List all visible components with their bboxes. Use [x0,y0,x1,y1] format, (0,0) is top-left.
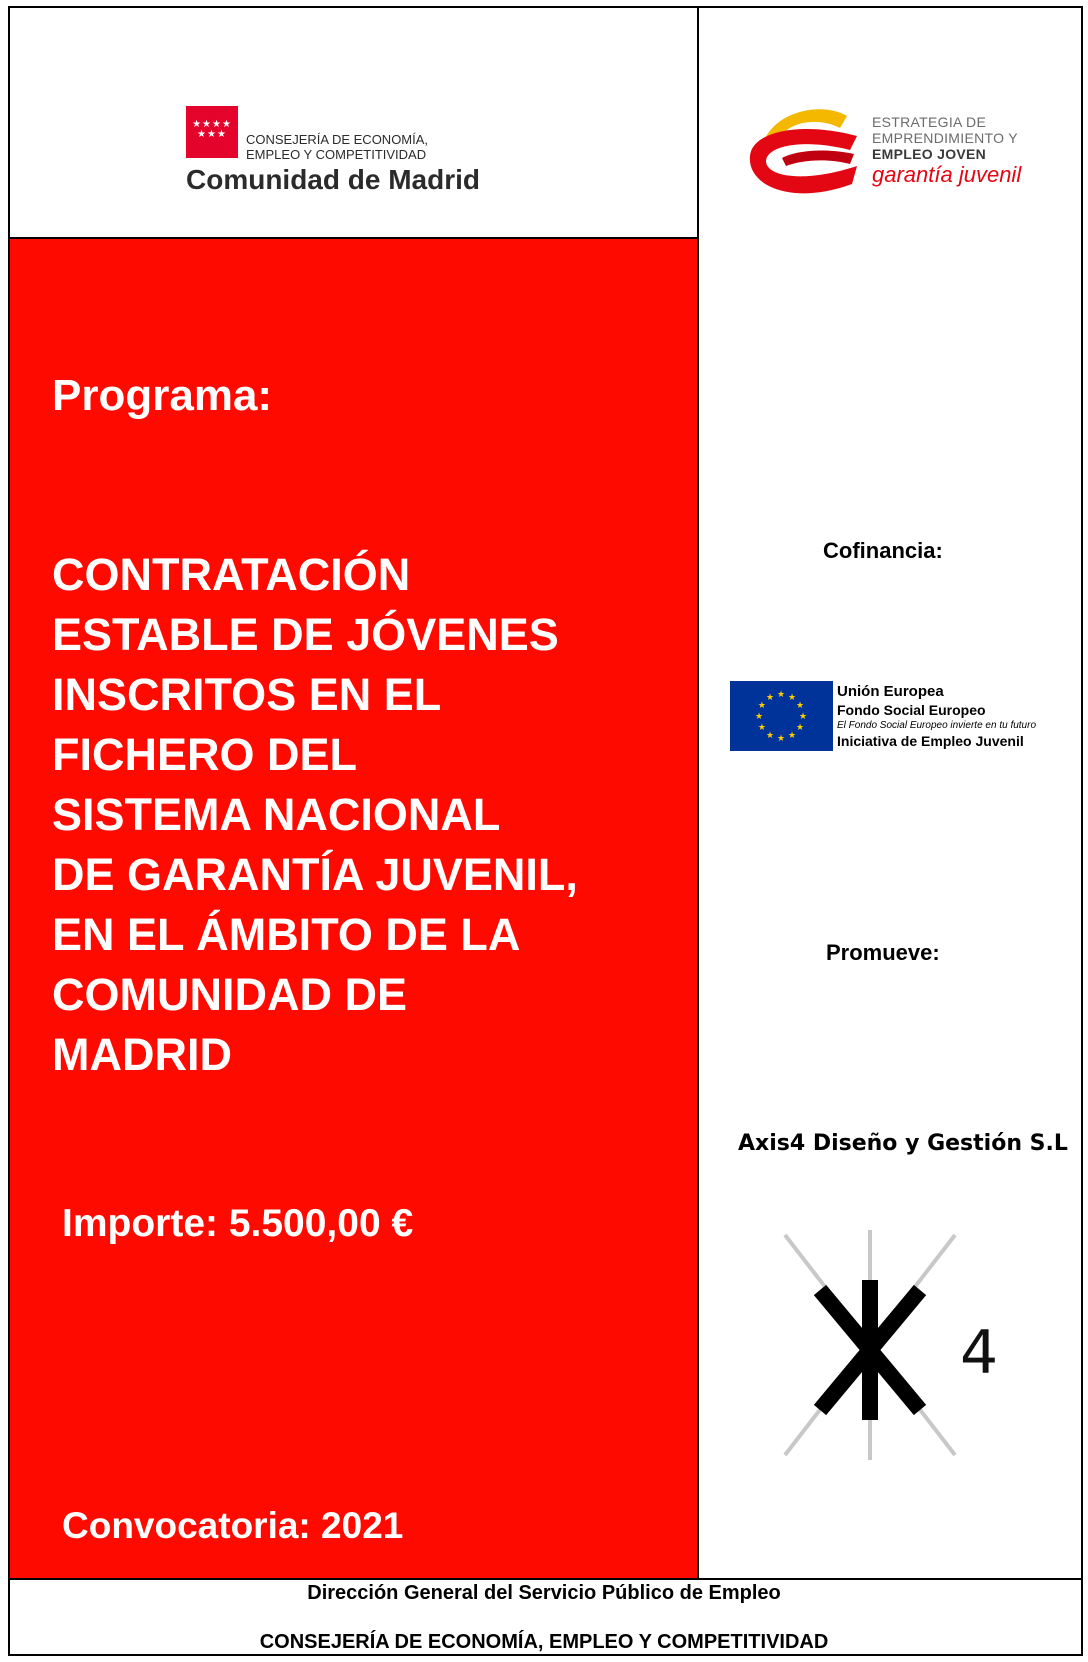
program-title-line: EN EL ÁMBITO DE LA [52,909,521,960]
eu-line1: Unión Europea [837,683,944,700]
eu-star-icon: ★ [765,730,775,741]
program-call: Convocatoria: 2021 [62,1505,404,1546]
eu-text [837,682,1036,750]
program-title-line: ESTABLE DE JÓVENES [52,609,559,660]
cofinancia-label: Cofinancia: [823,538,943,563]
eu-star-icon: ★ [798,711,808,721]
madrid-flag-icon [186,106,238,158]
footer-divider [8,1578,1083,1580]
program-title-line: FICHERO DEL [52,729,358,780]
promueve-label: Promueve: [826,940,940,965]
eu-star-icon: ★ [796,722,805,732]
madrid-department [246,132,428,162]
madrid-department-line1: CONSEJERÍA DE ECONOMÍA, [246,132,429,147]
program-title-line: MADRID [52,1029,232,1080]
eu-star-icon: ★ [787,730,797,741]
garantia-text [872,114,1018,162]
axis4-suffix: 4 [960,1318,999,1388]
madrid-name: Comunidad de Madrid [186,164,480,195]
eu-flag-icon [730,681,833,751]
footer-line2: CONSEJERÍA DE ECONOMÍA, EMPLEO Y COMPETITIVIDAD [259,1631,829,1653]
garantia-line3: EMPLEO JOVEN [872,146,987,162]
eu-star-icon: ★ [757,722,766,732]
comunidad-madrid-logo [186,106,526,196]
column-divider [697,6,699,1580]
garantia-tagline: garantía juvenil [872,162,1022,187]
footer-line1: Dirección General del Servicio Público de Empleo [307,1582,781,1604]
program-title-line: DE GARANTÍA JUVENIL, [52,849,578,900]
eu-star-icon: ★ [757,700,766,710]
garantia-swoosh-icon [742,106,867,198]
program-title [52,545,652,1085]
eu-line2: Fondo Social Europeo [837,702,986,718]
program-amount: Importe: 5.500,00 € [62,1202,414,1245]
program-title-line: CONTRATACIÓN [52,549,411,600]
program-panel [10,239,697,1578]
eu-star-icon: ★ [754,711,764,721]
axis4-logo [780,1230,1020,1460]
eu-star-icon: ★ [765,691,775,702]
program-title-line: INSCRITOS EN EL [52,669,442,720]
eu-star-icon: ★ [776,733,786,743]
program-label: Programa: [52,371,273,420]
eu-star-icon: ★ [776,689,786,699]
garantia-juvenil-logo [742,106,1042,202]
eu-line3: El Fondo Social Europeo invierte en tu futuro [837,720,1037,731]
garantia-line2: EMPRENDIMIENTO Y [872,130,1018,146]
eu-star-icon: ★ [787,691,797,702]
eu-star-icon: ★ [796,700,805,710]
garantia-line1: ESTRATEGIA DE [872,114,987,130]
madrid-department-line2: EMPLEO Y COMPETITIVIDAD [246,147,427,162]
madrid-stars: ★★★★ ★★★ [192,119,232,140]
eu-logo [730,681,1060,751]
company-name: Axis4 Diseño y Gestión S.L [738,1131,1068,1156]
eu-line4: Iniciativa de Empleo Juvenil [837,733,1024,749]
program-title-line: COMUNIDAD DE [52,969,407,1020]
program-title-line: SISTEMA NACIONAL [52,789,501,840]
